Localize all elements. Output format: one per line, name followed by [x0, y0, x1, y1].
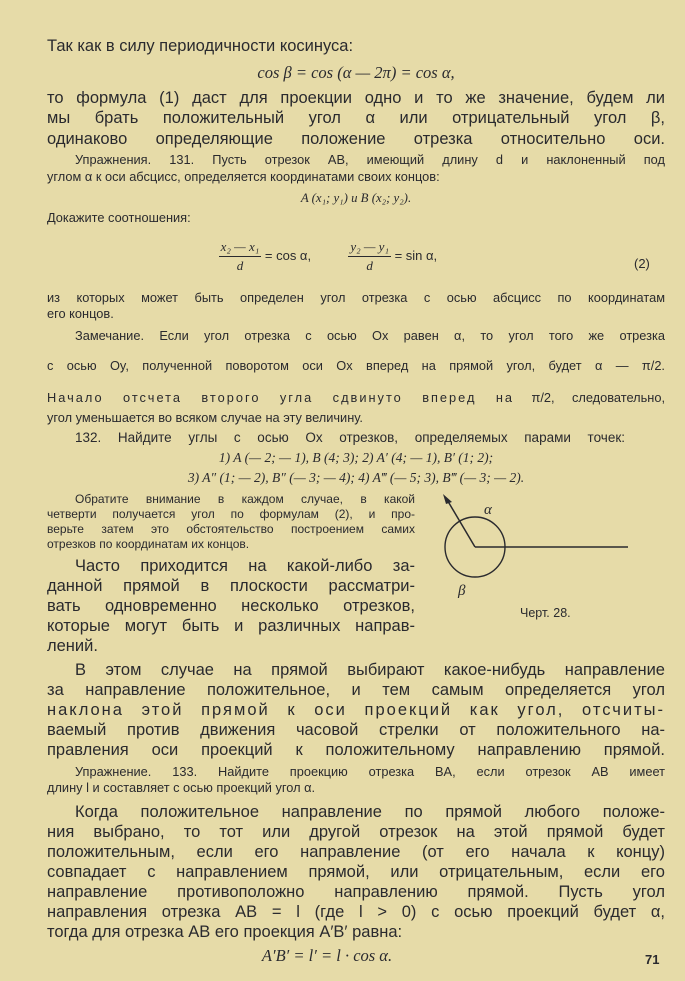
points-list: 1) A (— 2; — 1), B (4; 3); 2) A′ (4; — 1), B′ (1; 2);	[218, 450, 494, 465]
exercise-133-line: длину l и составляет с осью проекций угол α.	[47, 780, 316, 795]
note-line: четверти получается угол по формулам (2), и про-	[47, 507, 415, 521]
text-line: положительным, если его направление (от его начала к концу)	[47, 843, 665, 861]
fraction-cos	[219, 238, 262, 275]
rhs: = sin α,	[394, 247, 438, 263]
text-line: из которых может быть определен угол отрезка с осью абсцисс по координатам	[47, 290, 665, 305]
equation-number: (2)	[634, 256, 650, 271]
figure-caption: Черт. 28.	[520, 606, 571, 620]
text-line: В этом случае на прямой выбирают какое-нибудь направление	[75, 661, 665, 679]
text-line: лений.	[47, 637, 98, 655]
denominator: d	[236, 258, 244, 273]
text-line: вать одновременно несколько отрезков,	[47, 597, 415, 615]
remark-line	[47, 390, 665, 406]
alpha-label: α	[484, 502, 492, 518]
rhs: = cos α,	[264, 247, 312, 263]
remark-line: Замечание. Если угол отрезка с осью Ox равен α, то угол того же отрезка	[75, 328, 665, 343]
page-number: 71	[645, 952, 660, 967]
beta-label: β	[458, 583, 466, 599]
direction-line	[446, 498, 475, 547]
note-line: верьте затем это обстоятельство построением самих	[47, 522, 415, 536]
text-line: ваемый против движения часовой стрелки от положительного на-	[47, 721, 665, 739]
remark-line: угол уменьшается во всяком случае на эту величину.	[47, 410, 363, 425]
denominator: d	[366, 258, 373, 273]
text-line: Часто приходится на какой-либо за-	[75, 557, 415, 575]
formula: cos β = cos (α — 2π) = cos α,	[257, 63, 455, 82]
text-line: тогда для отрезка AB его проекция A′B′ равна:	[47, 923, 403, 941]
formula-2	[47, 238, 665, 275]
spaced-text: Начало отсчета второго угла сдвинуто вперед на	[47, 390, 515, 405]
points: A (x₁; y₁) и B (x₂; y₂).	[300, 191, 412, 205]
text-line: направления отрезка AB = l (где l > 0) с осью проекций будет α,	[47, 903, 665, 921]
remark-line: с осью Oy, полученной поворотом оси Ox вперед на прямой угол, будет α — π/2.	[47, 358, 665, 373]
formula: A′B′ = l′ = l · cos α.	[261, 946, 393, 965]
text-line: Докажите соотношения:	[47, 210, 191, 225]
text-line: мы брать положительный угол α или отрицательный угол β,	[47, 109, 665, 127]
figure-28	[438, 492, 633, 602]
exercise-133-line: Упражнение. 133. Найдите проекцию отрезка BA, если отрезок AB имеет	[75, 764, 665, 779]
exercise-131-line: Упражнения. 131. Пусть отрезок AB, имеющий длину d и наклоненный под	[75, 152, 665, 167]
text-line: его концов.	[47, 306, 114, 321]
note-line: отрезков по координатам их концов.	[47, 537, 250, 551]
text-line: совпадает с направлением прямой, или отрицательным, если его	[47, 863, 665, 881]
text-line: одинаково определяющие положение отрезка относительно оси.	[47, 130, 665, 148]
text: π/2, следовательно,	[531, 390, 666, 405]
text-line: правления оси проекций к положительному направлению прямой.	[47, 741, 665, 759]
text-line: направление противоположно направлению прямой. Пусть угол	[47, 883, 665, 901]
arrow-head-icon	[443, 494, 452, 504]
text-line: ния выбрано, то тот или другой отрезок на этой прямой будет	[47, 823, 665, 841]
text-line	[47, 700, 665, 720]
text-line: за направление положительное, и тем самым определяется угол	[47, 681, 665, 699]
text-line: то формула (1) даст для проекции одно и то же значение, будем ли	[47, 89, 665, 107]
text-line: Когда положительное направление по прямой любого положе-	[75, 803, 665, 821]
points-list: 3) A″ (1; — 2), B″ (— 3; — 4); 4) A‴ (— 5; 3), B‴ (— 3; — 2).	[187, 470, 525, 485]
exercise-131-line: углом α к оси абсцисс, определяется координатами своих концов:	[47, 169, 440, 184]
numerator: x₂ — x₁	[219, 238, 262, 257]
text-line: Так как в силу периодичности косинуса:	[47, 37, 354, 55]
text-line: данной прямой в плоскости рассматри-	[47, 577, 415, 595]
text-line: которые могут быть и различных направ-	[47, 617, 415, 635]
numerator: y₂ — y₁	[348, 238, 391, 257]
fraction-sin	[348, 238, 391, 275]
note-line: Обратите внимание в каждом случае, в какой	[75, 492, 415, 506]
exercise-132-line: 132. Найдите углы с осью Ox отрезков, определяемых парами точек:	[75, 430, 625, 445]
spaced-text: наклона этой прямой к оси проекций как угол, отсчиты-	[47, 701, 665, 719]
